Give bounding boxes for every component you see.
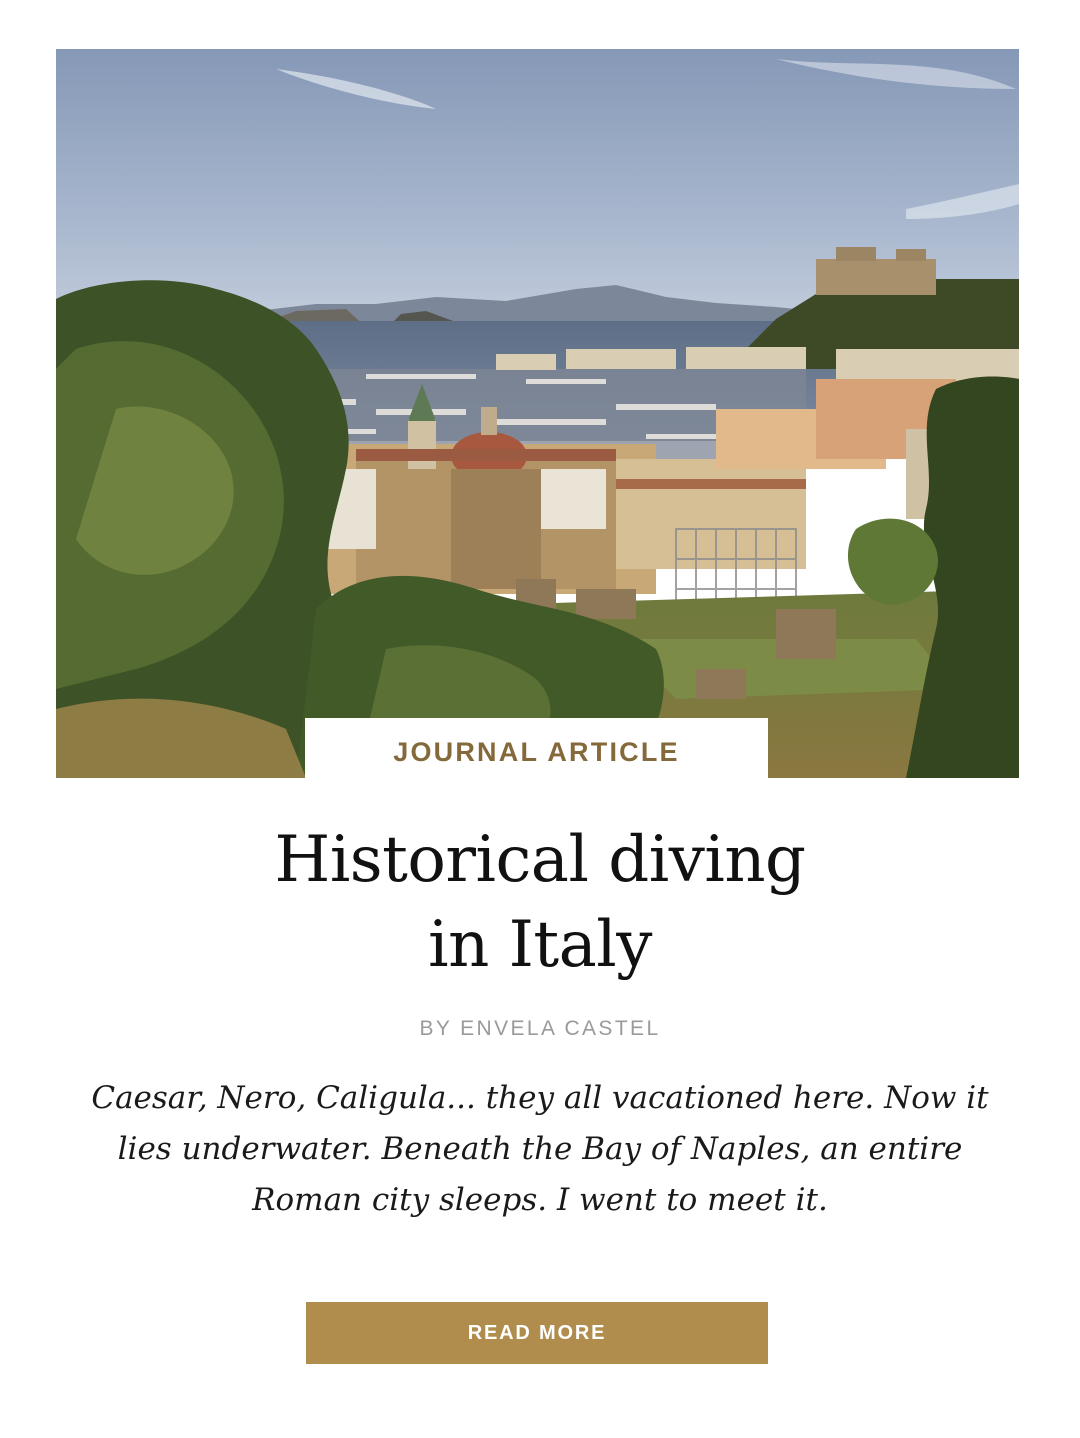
article-excerpt — [90, 1073, 990, 1226]
article-byline: BY ENVELA CASTEL — [419, 1017, 661, 1040]
read-more-button[interactable]: READ MORE — [306, 1302, 768, 1364]
article-title — [140, 818, 940, 988]
article-title-line-2: in Italy — [428, 908, 652, 982]
excerpt-line-3: Roman city sleeps. I went to meet it. — [252, 1182, 828, 1218]
article-category-label: JOURNAL ARTICLE — [393, 736, 680, 767]
excerpt-line-2: lies underwater. Beneath the Bay of Naples, an entire — [117, 1131, 963, 1167]
kicker-tab — [305, 718, 768, 778]
article-title-line-1: Historical diving — [274, 823, 806, 897]
hero-image — [56, 49, 1019, 778]
excerpt-line-1: Caesar, Nero, Caligula... they all vacationed here. Now it — [91, 1080, 989, 1116]
